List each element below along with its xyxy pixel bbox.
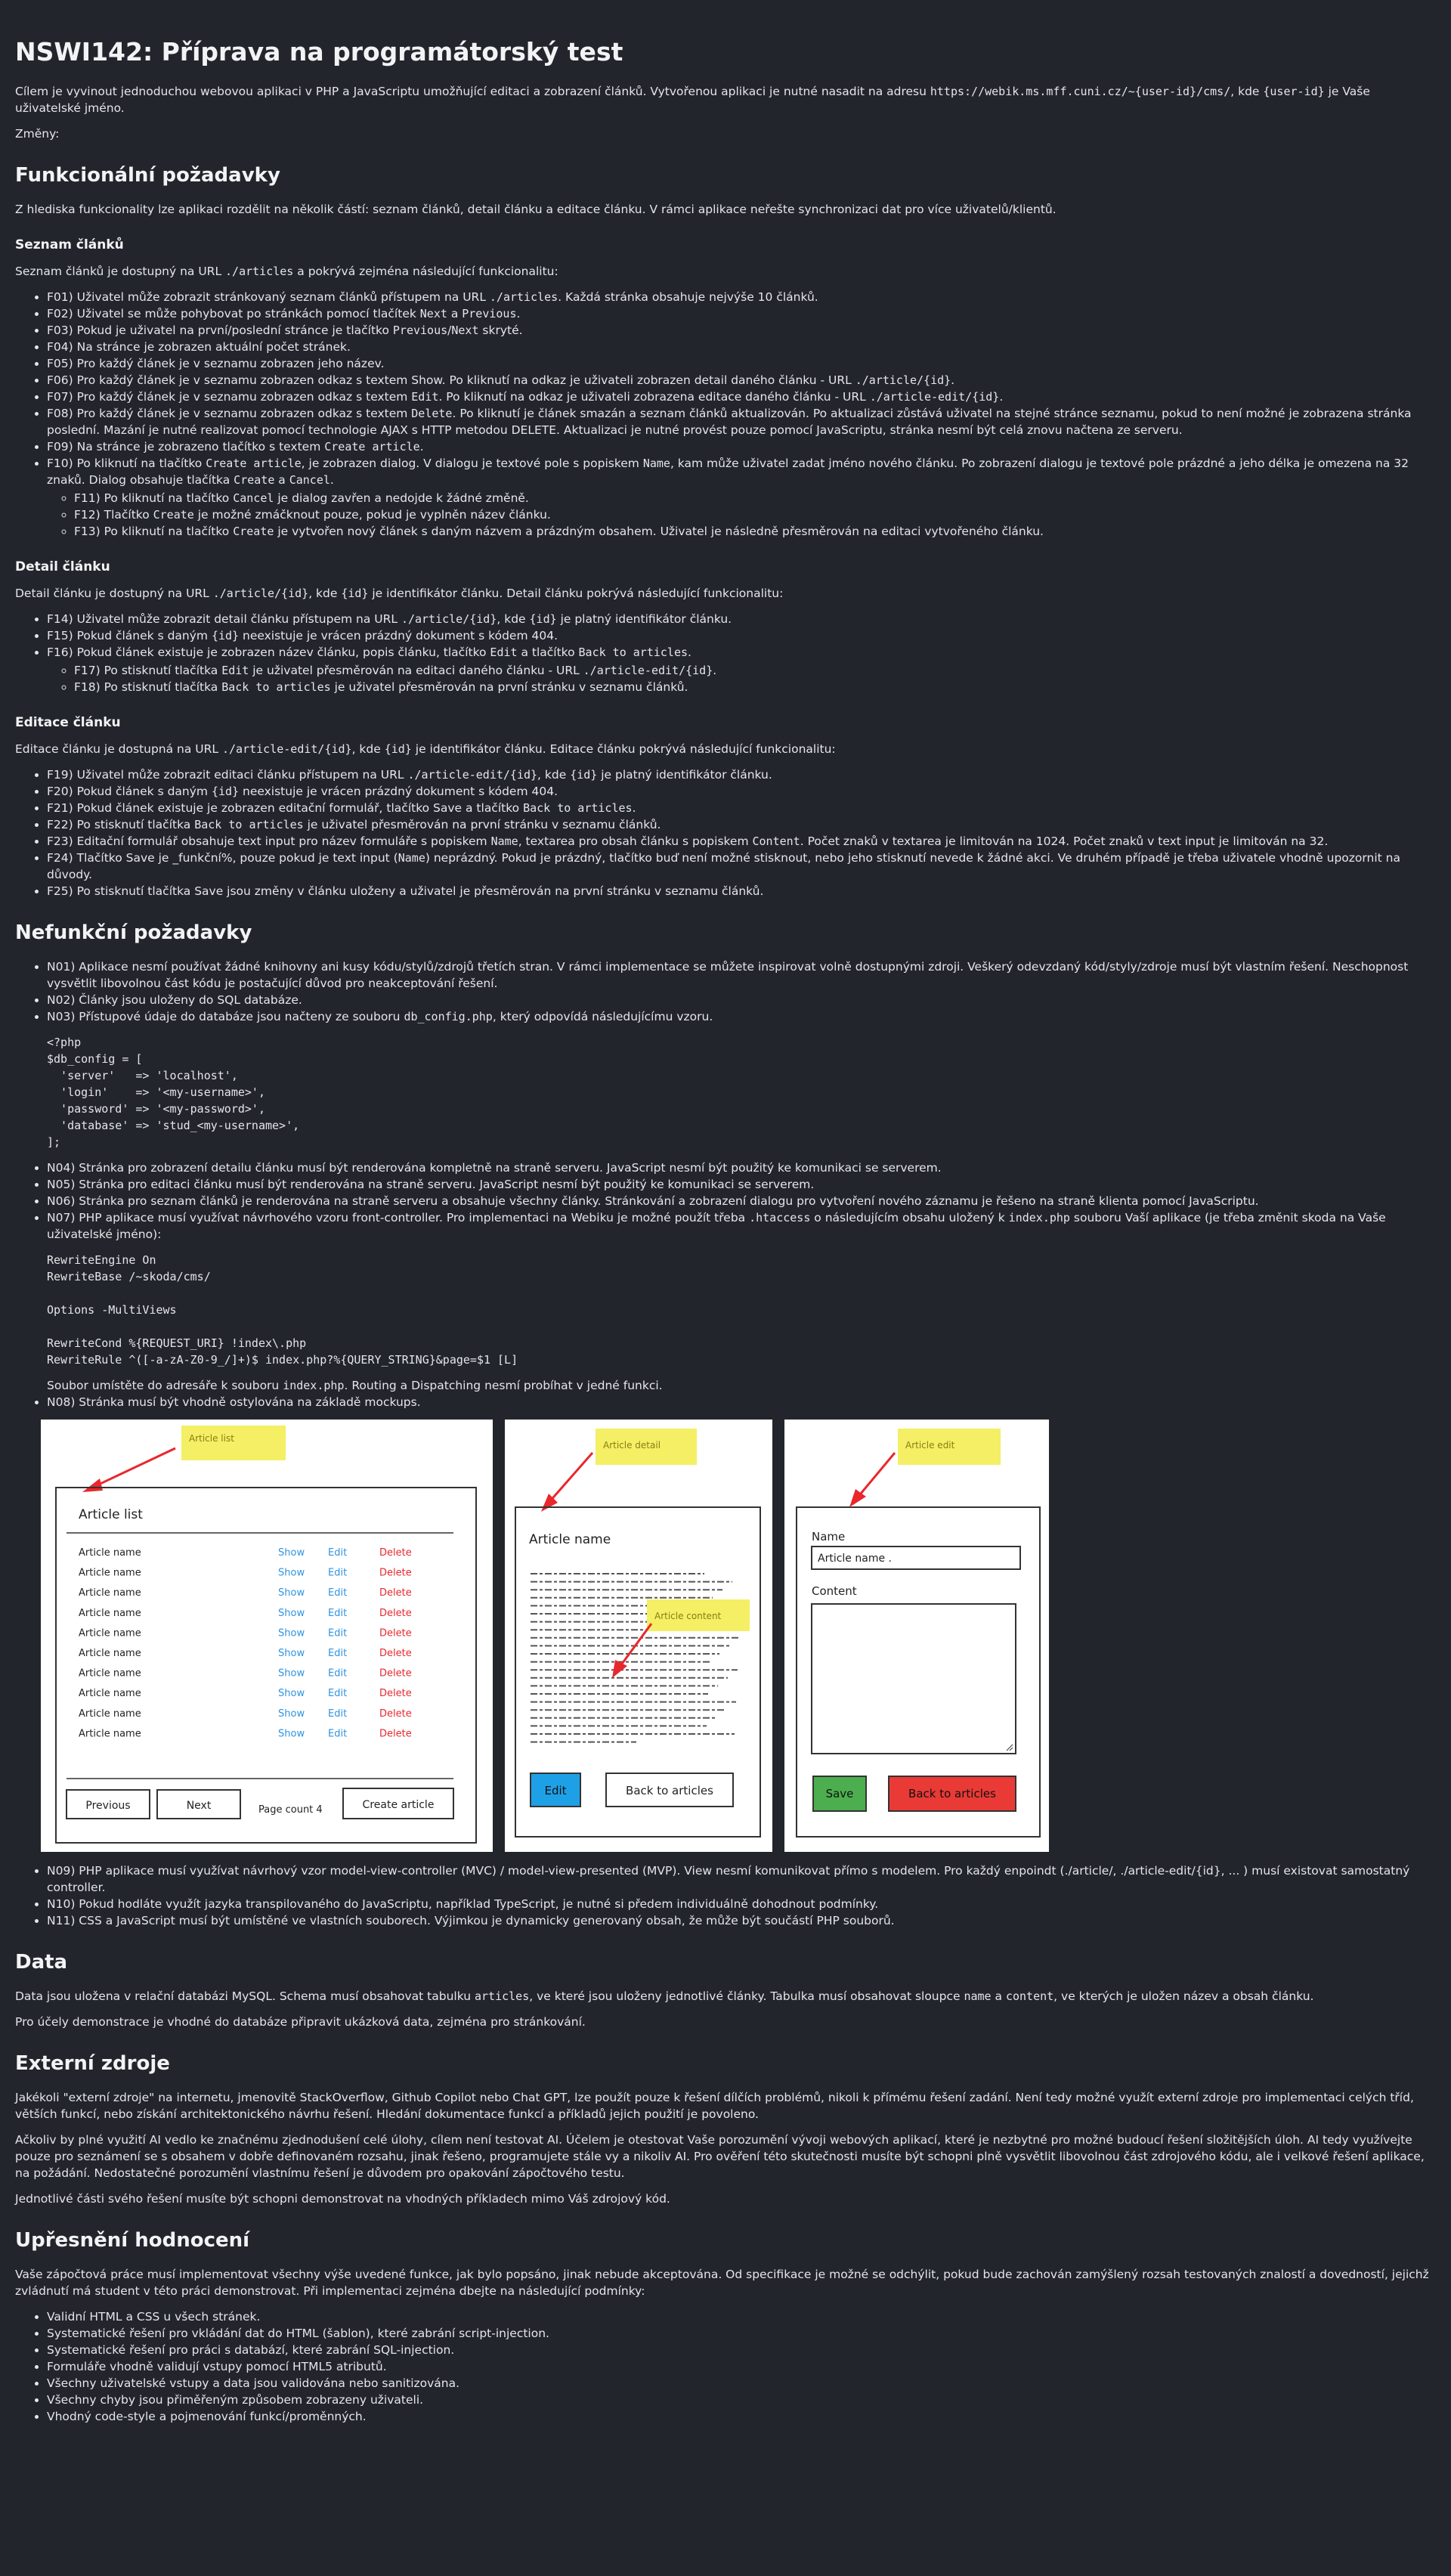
- inline-code: Content: [752, 834, 800, 848]
- text-run: N02) Články jsou uloženy do SQL databáze.: [47, 993, 302, 1007]
- mock-show-link: Show: [278, 1648, 305, 1659]
- text-run: N06) Stránka pro seznam článků je renderována na straně serveru a obsahuje všechny články. Stránkování a zobrazení dialogu pro vytvoření nového záznamu je řešeno na straně klienta pomocí JavaScriptu.: [47, 1194, 1259, 1208]
- text-run: F01) Uživatel může zobrazit stránkovaný seznam článků přístupem na URL: [47, 290, 490, 304]
- inline-code: ./articles: [489, 290, 558, 304]
- text-run: F05) Pro každý článek je v seznamu zobrazen jeho název.: [47, 357, 385, 370]
- mock-edit-link: Edit: [328, 1607, 348, 1619]
- list-item: [74, 523, 1436, 540]
- text-run: , který odpovídá následujícímu vzoru.: [492, 1010, 713, 1023]
- text-run: je uživatel přesměrován na editaci daného článku - URL: [249, 664, 583, 677]
- mock-delete-link: Delete: [379, 1607, 412, 1619]
- sticky-note-label: Article edit: [905, 1440, 955, 1451]
- inline-code: Create: [153, 508, 194, 522]
- external-resources-heading: Externí zdroje: [15, 2052, 170, 2075]
- list-item: [47, 1193, 1436, 1209]
- inline-code: Create: [233, 525, 274, 538]
- htaccess-code-block: RewriteEngine On RewriteBase /~skoda/cms/ Options -MultiViews RewriteCond %{REQUEST_URI} !index\.php RewriteRule ^([-a-zA-Z0-9_/]+)$ index.php?%{QUERY_STRING}&page=$1 [L]: [47, 1253, 518, 1367]
- article-detail-requirements: [15, 611, 1436, 695]
- text-run: F13) Po kliknutí na tlačítko: [74, 525, 234, 538]
- detail-subrequirements: [47, 662, 1436, 695]
- article-edit-requirements: [15, 766, 1436, 899]
- sticky-note-label: Article detail: [603, 1440, 661, 1451]
- text-run: je identifikátor článku. Detail článku pokrývá následující funkcionalitu:: [368, 587, 784, 600]
- external-paragraph: [15, 2132, 1436, 2181]
- text-run: a: [274, 473, 289, 487]
- inline-code: {id}: [570, 768, 598, 782]
- list-item-text: [47, 457, 1409, 487]
- sticky-note-label: Article content: [654, 1611, 722, 1621]
- inline-code: ./article-edit/{id}: [869, 390, 1000, 404]
- article-list-heading: Seznam článků: [15, 237, 124, 252]
- article-detail-intro: [15, 585, 1436, 602]
- mockup-article-list: [41, 1420, 493, 1852]
- text-run: Editace článku je dostupná na URL: [15, 742, 222, 756]
- article-list-intro: [15, 263, 1436, 280]
- inline-code: Next: [451, 324, 479, 337]
- text-run: F22) Po stisknutí tlačítka: [47, 818, 195, 831]
- list-item: [47, 1008, 1436, 1150]
- text-run: je uživatel přesměrován na první stránku v seznamu článků.: [303, 818, 661, 831]
- text-run: . Po kliknutí je článek smazán a seznam článků aktualizován. Po aktualizaci zůstává uživatel na stejné stránce seznamu, pokud to není možné je zobrazena stránka poslední. Mazání je nutné realizovat pomocí technologie AJAX s HTTP metodou DELETE. Aktualizaci je nutné provést pouze pomocí JavaScriptu, stránka nesmí být celá znovu načtena ze serveru.: [47, 407, 1412, 437]
- text-run: skryté.: [478, 324, 523, 337]
- inline-code: ./article-edit/{id}: [407, 768, 538, 782]
- text-run: Validní HTML a CSS u všech stránek.: [47, 2310, 261, 2324]
- text-run: .: [419, 440, 424, 454]
- text-run: , kam může uživatel zadat jméno nového článku. Po zobrazení dialogu je textové pole prázdné a jeho délka je omezena na 32 znaků. Dialog obsahuje tlačítka: [47, 457, 1409, 487]
- list-item: [74, 506, 1436, 523]
- list-item: [47, 1912, 1436, 1929]
- text-run: , kde: [497, 612, 530, 626]
- nonfunctional-requirements-heading: Nefunkční požadavky: [15, 921, 252, 944]
- mock-delete-link: Delete: [379, 1688, 412, 1700]
- mock-delete-link: Delete: [379, 1667, 412, 1680]
- text-run: F02) Uživatel se může pohybovat po stránkách pomocí tlačítek: [47, 307, 420, 320]
- mockup-article-detail: [505, 1420, 772, 1852]
- inline-code: ./article-edit/{id}: [583, 664, 713, 677]
- list-item: [47, 2342, 1436, 2358]
- mock-edit-button: Edit: [544, 1784, 567, 1797]
- mock-edit-link: Edit: [328, 1567, 348, 1579]
- mock-show-link: Show: [278, 1547, 305, 1559]
- text-run: , kde: [537, 768, 571, 782]
- mock-show-link: Show: [278, 1688, 305, 1700]
- text-run: . Počet znaků v textarea je limitován na 1024. Počet znaků v text input je limitován na 32.: [800, 834, 1329, 848]
- data-paragraph: [15, 1988, 1436, 2005]
- text-run: je vytvořen nový článek s daným názvem a prázdným obsahem. Uživatel je následně přesměrován na editaci vytvořeného článku.: [274, 525, 1044, 538]
- text-run: , ve které jsou uloženy jednotlivé články. Tabulka musí obsahovat sloupce: [529, 1989, 964, 2003]
- text-run: F25) Po stisknutí tlačítka Save jsou změny v článku uloženy a uživatel je přesměrován na první stránku v seznamu článků.: [47, 884, 764, 898]
- list-item: [47, 2408, 1436, 2425]
- list-item: [74, 679, 1436, 695]
- text-run: je možné zmáčknout pouze, pokud je vyplněn název článku.: [193, 508, 551, 522]
- mock-name-input: Article name .: [818, 1553, 892, 1565]
- inline-code: ./article/{id}: [212, 587, 309, 600]
- mock-create-button: Create article: [362, 1799, 435, 1811]
- mock-show-link: Show: [278, 1708, 305, 1720]
- text-run: F11) Po kliknutí na tlačítko: [74, 491, 234, 505]
- text-run: o následujícím obsahu uložený k: [810, 1211, 1009, 1225]
- list-item: [47, 850, 1436, 883]
- inline-code: Create article: [324, 440, 420, 454]
- text-run: Vaše zápočtová práce musí implementovat všechny výše uvedené funkce, jak bylo popsáno, jinak nebude akceptována. Od specifikace je možné se odchýlit, pokud bude zachován zamýšlený rozsah testovaných znalostí a dovedností, jejichž zvládnutí má student v této práci demonstrovat. Při implementaci zejména dbejte na následující podmínky:: [15, 2268, 1429, 2298]
- list-item: [47, 322, 1436, 339]
- text-run: F12) Tlačítko: [74, 508, 153, 522]
- mock-back-button: Back to articles: [908, 1787, 996, 1800]
- text-run: Všechny uživatelské vstupy a data jsou validována nebo sanitizována.: [47, 2376, 460, 2390]
- list-item: [47, 766, 1436, 783]
- mock-edit-link: Edit: [328, 1688, 348, 1700]
- mock-edit-link: Edit: [328, 1728, 348, 1740]
- text-run: je platný identifikátor článku.: [597, 768, 772, 782]
- evaluation-conditions: [15, 2308, 1436, 2425]
- text-run: F07) Pro každý článek je v seznamu zobrazen odkaz s textem: [47, 390, 412, 404]
- external-paragraph: [15, 2191, 1436, 2207]
- text-run: F21) Pokud článek existuje je zobrazen editační formulář, tlačítko Save a tlačítko: [47, 801, 524, 815]
- list-item-text: [47, 646, 691, 659]
- text-run: F24) Tlačítko Save je _funkční%, pouze pokud je text input (: [47, 851, 398, 865]
- mock-edit-link: Edit: [328, 1708, 348, 1720]
- list-item-text: [47, 1010, 713, 1023]
- text-run: Ačkoliv by plné využití AI vedlo ke značnému zjednodušení celé úlohy, cílem není testovat AI. Účelem je otestovat Vaše porozumění vývoji webových aplikací, které je nezbytné pro možné budoucí řešení složitějších úloh. AI tedy využívejte pouze pro seznámení se s obsahem v dobře definovaném rozsahu, jinak řešeno, programujete stále vy a nikoliv AI. Pro ověření této skutečnosti musíte být schopni plně vysvětlit libovolnou část zdrojového kódu, ale i velkové řešení aplikace, na požádání. Nedostatečné porozumění vlastnímu řešení je důvodem pro opakování zápočtového testu.: [15, 2133, 1425, 2180]
- nonfunctional-requirements-continued: [15, 1862, 1436, 1929]
- text-run: . Každá stránka obsahuje nejvýše 10 článků.: [558, 290, 818, 304]
- list-item: [47, 833, 1436, 850]
- mock-row-name: Article name: [79, 1587, 141, 1599]
- text-run: je identifikátor článku. Editace článku pokrývá následující funkcionalitu:: [411, 742, 836, 756]
- mock-back-button: Back to articles: [626, 1784, 713, 1797]
- article-detail-heading: Detail článku: [15, 559, 110, 574]
- inline-code: Cancel: [233, 491, 274, 505]
- inline-code: ./article/{id}: [855, 373, 951, 387]
- text-run: F18) Po stisknutí tlačítka: [74, 680, 222, 694]
- mock-row-name: Article name: [79, 1547, 141, 1559]
- text-run: a: [991, 1989, 1006, 2003]
- inline-code: Cancel: [289, 473, 330, 487]
- mock-edit-link: Edit: [328, 1648, 348, 1659]
- text-run: F16) Pokud článek existuje je zobrazen název článku, popis článku, tlačítko: [47, 646, 490, 659]
- text-run: .: [632, 801, 636, 815]
- text-run: F17) Po stisknutí tlačítka: [74, 664, 222, 677]
- inline-code: db_config.php: [404, 1010, 493, 1023]
- text-run: Systematické řešení pro práci s databází, které zabrání SQL-injection.: [47, 2343, 455, 2357]
- list-item: [47, 455, 1436, 540]
- inline-code: Next: [419, 307, 447, 320]
- text-run: F23) Editační formulář obsahuje text input pro název formuláře s popiskem: [47, 834, 491, 848]
- text-run: N08) Stránka musí být vhodně ostylována na základě mockups.: [47, 1395, 421, 1409]
- text-run: Všechny chyby jsou přiměřeným způsobem zobrazeny uživateli.: [47, 2393, 424, 2407]
- mock-page-count: Page count 4: [258, 1804, 323, 1816]
- text-run: a: [447, 307, 463, 320]
- text-run: F15) Pokud článek s daným: [47, 629, 212, 642]
- text-run: je uživatel přesměrován na první stránku v seznamu článků.: [330, 680, 688, 694]
- text-run: . Routing a Dispatching nesmí probíhat v jedné funkci.: [344, 1379, 663, 1392]
- inline-code: name: [964, 1989, 992, 2003]
- inline-code: Delete: [411, 407, 453, 420]
- inline-code: {id}: [341, 587, 369, 600]
- text-run: /: [447, 324, 452, 337]
- mock-show-link: Show: [278, 1587, 305, 1599]
- inline-code: Edit: [221, 664, 249, 677]
- inline-code: Previous: [462, 307, 517, 320]
- list-item: [47, 800, 1436, 816]
- text-run: je platný identifikátor článku.: [556, 612, 732, 626]
- mock-save-button: Save: [825, 1787, 854, 1800]
- list-item: [74, 662, 1436, 679]
- list-item: [47, 783, 1436, 800]
- list-item: [47, 1209, 1436, 1394]
- text-run: je Vaše uživatelské jméno.: [15, 85, 1370, 115]
- mock-edit-link: Edit: [328, 1587, 348, 1599]
- text-run: , kde: [1230, 85, 1264, 98]
- list-item: [74, 490, 1436, 506]
- text-run: Seznam článků je dostupný na URL: [15, 265, 226, 278]
- text-run: .: [999, 390, 1004, 404]
- text-run: neexistuje je vrácen prázdný dokument s kódem 404.: [239, 629, 558, 642]
- inline-code: ./article-edit/{id}: [221, 742, 352, 756]
- mock-edit-link: Edit: [328, 1627, 348, 1639]
- mockups: [41, 1420, 1436, 1852]
- inline-code: Back to articles: [221, 680, 331, 694]
- mockup-article-edit: [784, 1420, 1049, 1852]
- article-list-requirements: [15, 289, 1436, 540]
- inline-code: .htaccess: [749, 1211, 811, 1225]
- changes-label: Změny:: [15, 127, 60, 141]
- text-run: Cílem je vyvinout jednoduchou webovou aplikaci v PHP a JavaScriptu umožňující editaci a zobrazení článků. Vytvořenou aplikaci je nutné nasadit na adresu: [15, 85, 930, 98]
- mock-show-link: Show: [278, 1607, 305, 1619]
- mock-edit-link: Edit: [328, 1667, 348, 1680]
- text-run: F10) Po kliknutí na tlačítko: [47, 457, 206, 470]
- inline-code: Edit: [490, 646, 518, 659]
- list-item: [47, 355, 1436, 372]
- list-item: [47, 1160, 1436, 1176]
- mock-show-link: Show: [278, 1667, 305, 1680]
- list-item: [47, 2308, 1436, 2325]
- text-run: N09) PHP aplikace musí využívat návrhový vzor model-view-controller (MVC) / model-view-presented (MVP). View nesmí komunikovat přímo s modelem. Pro každý enpoindt (./article/, ./article-edit/{id}, ... ) musí existovat samostatný controller.: [47, 1864, 1410, 1894]
- text-run: .: [688, 646, 691, 659]
- text-run: N01) Aplikace nesmí používat žádné knihovny ani kusy kódu/stylů/zdrojů třetích stran. V rámci implementace se můžete inspirovat volně dostupnými zdroji. Veškerý odevzdaný kód/styly/zdroje musí být vlastním řešení. Neschopnost vysvětlit libovolnou část kódu je postačující důvod pro neakceptování řešení.: [47, 960, 1409, 990]
- list-item: [47, 2392, 1436, 2408]
- text-run: neexistuje je vrácen prázdný dokument s kódem 404.: [239, 785, 558, 798]
- list-item: [47, 992, 1436, 1008]
- text-run: F03) Pokud je uživatel na první/poslední stránce je tlačítko: [47, 324, 393, 337]
- inline-code: Back to articles: [578, 646, 688, 659]
- text-run: souboru Vaší aplikace (je třeba změnit skoda na Vaše uživatelské jméno):: [47, 1211, 1386, 1241]
- text-run: a pokrývá zejména následující funkcionalitu:: [293, 265, 558, 278]
- mock-show-link: Show: [278, 1567, 305, 1579]
- inline-code: Create article: [206, 457, 302, 470]
- list-item: [47, 405, 1436, 438]
- text-run: F20) Pokud článek s daným: [47, 785, 212, 798]
- text-run: , je zobrazen dialog. V dialogu je textové pole s popiskem: [301, 457, 643, 470]
- data-heading: Data: [15, 1951, 68, 1974]
- external-paragraph: [15, 2089, 1436, 2122]
- text-run: .: [329, 473, 334, 487]
- text-run: Systematické řešení pro vkládání dat do HTML (šablon), které zabrání script-injection.: [47, 2327, 549, 2340]
- mock-row-name: Article name: [79, 1627, 141, 1639]
- text-run: F14) Uživatel může zobrazit detail článku přístupem na URL: [47, 612, 401, 626]
- text-run: , ve kterých je uložen název a obsah článku.: [1053, 1989, 1314, 2003]
- mock-next-button: Next: [186, 1800, 212, 1812]
- evaluation-heading: Upřesnění hodnocení: [15, 2229, 250, 2252]
- list-item: [47, 883, 1436, 899]
- list-item: [47, 305, 1436, 322]
- text-run: Data jsou uložena v relační databázi MySQL. Schema musí obsahovat tabulku: [15, 1989, 475, 2003]
- text-run: Detail článku je dostupný na URL: [15, 587, 213, 600]
- mock-show-link: Show: [278, 1728, 305, 1740]
- mock-previous-button: Previous: [85, 1800, 131, 1812]
- list-item: [47, 289, 1436, 305]
- text-run: .: [951, 373, 955, 387]
- list-item: [47, 1176, 1436, 1193]
- inline-code: articles: [474, 1989, 530, 2003]
- list-item-text: [47, 1211, 1386, 1241]
- text-run: N07) PHP aplikace musí využívat návrhového vzoru front-controller. Pro implementaci na Webiku je možné použít třeba: [47, 1211, 750, 1225]
- text-run: , textarea pro obsah článku s popiskem: [518, 834, 753, 848]
- inline-code: content: [1005, 1989, 1054, 2003]
- list-item: [47, 2375, 1436, 2392]
- list-item: [47, 389, 1436, 405]
- db-config-code-block: <?php $db_config = [ 'server' => 'localhost', 'login' => '<my-username>', 'password' => '<my-password>', 'database' => 'stud_<my-username>', ];: [47, 1036, 300, 1149]
- text-run: ) neprázdný. Pokud je prázdný, tlačítko buď není možné stisknout, nebo jeho stisknutí nevede k žádné akci. Ve druhém případě je třeba uživatele vhodně upozornit na důvody.: [47, 851, 1400, 881]
- mock-delete-link: Delete: [379, 1567, 412, 1579]
- list-item: [47, 372, 1436, 389]
- text-run: N11) CSS a JavaScript musí být umístěné ve vlastních souborech. Výjimkou je dynamicky generovaný obsah, že může být součástí PHP souborů.: [47, 1914, 895, 1927]
- list-item: [47, 438, 1436, 455]
- sticky-note-label: Article list: [189, 1433, 234, 1444]
- inline-code: {id}: [384, 742, 412, 756]
- list-item: [47, 627, 1436, 644]
- inline-code: index.php: [1008, 1211, 1070, 1225]
- inline-code: https://webik.ms.mff.cuni.cz/~{user-id}/cms/: [930, 85, 1231, 98]
- inline-code: Back to articles: [194, 818, 304, 831]
- mock-row-name: Article name: [79, 1667, 141, 1680]
- text-run: Formuláře vhodně validují vstupy pomocí HTML5 atributů.: [47, 2360, 387, 2373]
- article-edit-intro: [15, 741, 1436, 757]
- list-item: [47, 339, 1436, 355]
- mock-delete-link: Delete: [379, 1627, 412, 1639]
- mock-content-label: Content: [812, 1584, 857, 1598]
- mock-row-name: Article name: [79, 1688, 141, 1700]
- mock-show-link: Show: [278, 1627, 305, 1639]
- mock-name-label: Name: [812, 1530, 846, 1543]
- mock-delete-link: Delete: [379, 1587, 412, 1599]
- article-edit-heading: Editace článku: [15, 715, 121, 730]
- inline-code: ./article/{id}: [401, 612, 497, 626]
- text-run: a tlačítko: [517, 646, 579, 659]
- text-run: Vhodný code-style a pojmenování funkcí/proměnných.: [47, 2410, 367, 2423]
- inline-code: Name: [642, 457, 670, 470]
- nonfunctional-requirements: [15, 958, 1436, 1410]
- list-item: [47, 611, 1436, 627]
- list-item: [47, 816, 1436, 833]
- inline-code: index.php: [283, 1379, 345, 1392]
- text-run: .: [713, 664, 717, 677]
- mock-row-name: Article name: [79, 1708, 141, 1720]
- intro-paragraph: [15, 83, 1436, 116]
- text-run: F04) Na stránce je zobrazen aktuální počet stránek.: [47, 340, 351, 354]
- mock-row-name: Article name: [79, 1567, 141, 1579]
- text-run: F08) Pro každý článek je v seznamu zobrazen odkaz s textem: [47, 407, 412, 420]
- list-item: [47, 2358, 1436, 2375]
- dialog-subrequirements: [47, 490, 1436, 540]
- list-item: [47, 1862, 1436, 1896]
- text-run: je dialog zavřen a nedojde k žádné změně.: [274, 491, 529, 505]
- functional-requirements-heading: Funkcionální požadavky: [15, 164, 280, 187]
- mock-delete-link: Delete: [379, 1708, 412, 1720]
- mock-row-name: Article name: [79, 1607, 141, 1619]
- inline-code: Previous: [392, 324, 448, 337]
- page-title: NSWI142: Příprava na programátorský test: [15, 37, 623, 67]
- list-item: [47, 2325, 1436, 2342]
- list-item: [47, 958, 1436, 992]
- mock-delete-link: Delete: [379, 1547, 412, 1559]
- inline-code: {id}: [211, 629, 240, 642]
- inline-code: {user-id}: [1263, 85, 1325, 98]
- text-run: N04) Stránka pro zobrazení detailu článku musí být renderována kompletně na straně serveru. JavaScript nesmí být použitý ke komunikaci se serverem.: [47, 1161, 942, 1175]
- mock-article-title: Article name: [529, 1532, 611, 1547]
- text-run: Pro účely demonstrace je vhodné do databáze připravit ukázková data, zejména pro stránkování.: [15, 2015, 586, 2029]
- inline-code: ./articles: [225, 265, 294, 278]
- evaluation-paragraph: [15, 2266, 1436, 2299]
- inline-code: Back to articles: [523, 801, 633, 815]
- mock-edit-link: Edit: [328, 1547, 348, 1559]
- list-item: [47, 1394, 1436, 1410]
- text-run: F19) Uživatel může zobrazit editaci článku přístupem na URL: [47, 768, 408, 782]
- inline-code: {id}: [529, 612, 557, 626]
- text-run: Jakékoli "externí zdroje" na internetu, jmenovitě StackOverflow, Github Copilot nebo Chat GPT, lze použít pouze k řešení dílčích problémů, nikoli k přímému řešení zadání. Není tedy možné využít externí zdroje pro implementaci celých tříd, větších funkcí, nebo získání architektonického návrhu řešení. Hledání dokumentace funkcí a příkladů jejich použití je povoleno.: [15, 2091, 1414, 2121]
- list-item: [47, 644, 1436, 695]
- text-run: Soubor umístěte do adresáře k souboru: [47, 1379, 283, 1392]
- mock-heading: Article list: [79, 1507, 143, 1522]
- text-run: . Po kliknutí na odkaz je uživateli zobrazena editace daného článku - URL: [438, 390, 870, 404]
- text-run: F06) Pro každý článek je v seznamu zobrazen odkaz s textem Show. Po kliknutí na odkaz je uživateli zobrazen detail daného článku - URL: [47, 373, 855, 387]
- functional-intro: [15, 201, 1436, 218]
- mock-delete-link: Delete: [379, 1648, 412, 1659]
- mock-delete-link: Delete: [379, 1728, 412, 1740]
- text-run: , kde: [308, 587, 342, 600]
- text-run: N05) Stránka pro editaci článku musí být renderována na straně serveru. JavaScript nesmí být použitý ke komunikaci se serverem.: [47, 1178, 815, 1191]
- data-paragraph: [15, 2014, 1436, 2030]
- text-run: F09) Na stránce je zobrazeno tlačítko s textem: [47, 440, 325, 454]
- mock-row-name: Article name: [79, 1728, 141, 1740]
- inline-code: Edit: [411, 390, 439, 404]
- htaccess-note: [47, 1377, 1436, 1394]
- inline-code: Create: [234, 473, 275, 487]
- text-run: Z hlediska funkcionality lze aplikaci rozdělit na několik částí: seznam článků, detail článku a editace článku. V rámci aplikace neřešte synchronizaci dat pro více uživatelů/klientů.: [15, 203, 1057, 216]
- text-run: Jednotlivé části svého řešení musíte být schopni demonstrovat na vhodných příkladech mimo Váš zdrojový kód.: [15, 2192, 670, 2206]
- list-item: [47, 1896, 1436, 1912]
- text-run: .: [516, 307, 521, 320]
- inline-code: Name: [490, 834, 518, 848]
- text-run: N03) Přístupové údaje do databáze jsou načteny ze souboru: [47, 1010, 404, 1023]
- text-run: N10) Pokud hodláte využít jazyka transpilovaného do JavaScriptu, například TypeScript, je nutné si předem individuálně dohodnout podmínky.: [47, 1897, 879, 1911]
- inline-code: Name: [398, 851, 425, 865]
- mock-row-name: Article name: [79, 1648, 141, 1659]
- text-run: , kde: [351, 742, 385, 756]
- inline-code: {id}: [211, 785, 240, 798]
